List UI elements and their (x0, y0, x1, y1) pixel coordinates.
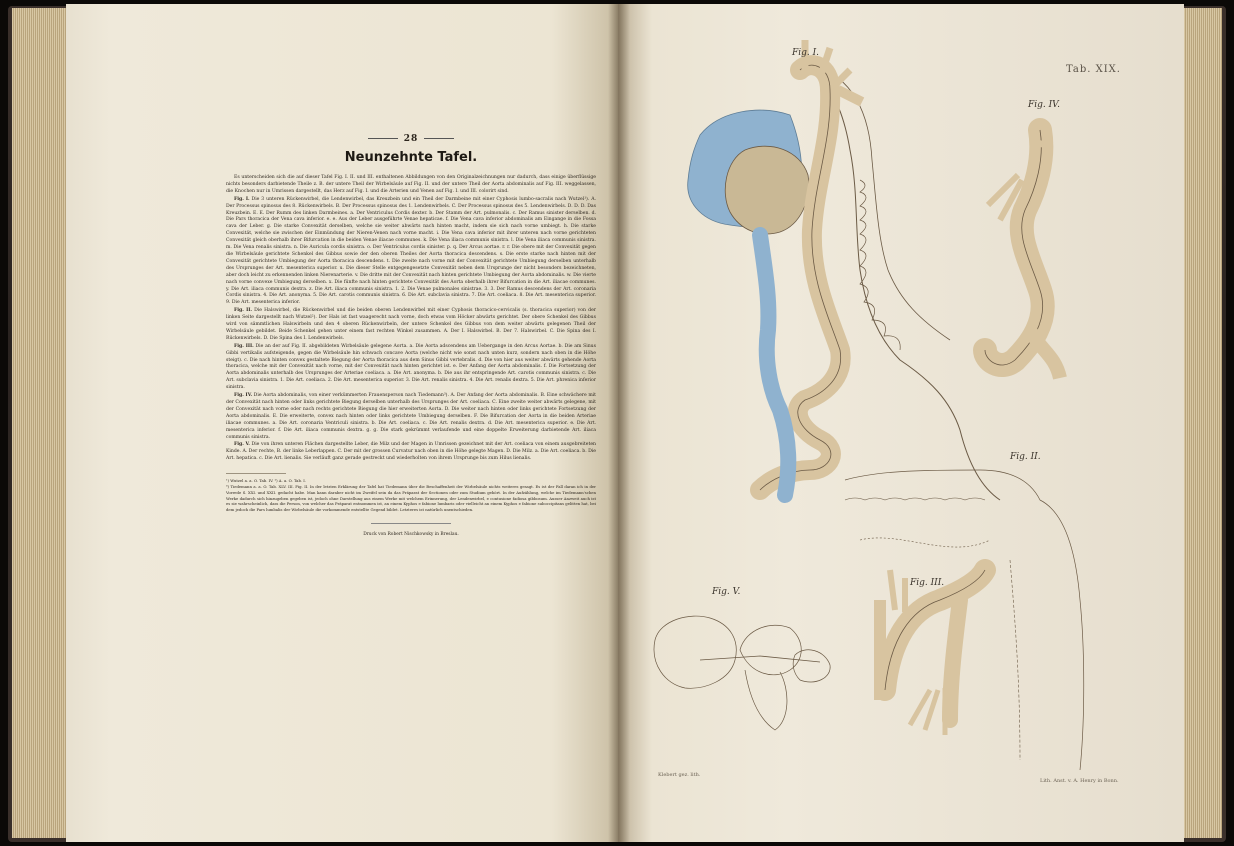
fig2-label: Fig. II. (1010, 452, 1041, 462)
paragraph-lead: Fig. II. (234, 308, 252, 314)
plate-label: Tab. XIX. (1066, 64, 1121, 75)
paragraph-lead: Fig. IV. (234, 393, 253, 399)
footnote-2: ³) Tiedemann a. a. O. Tab. XLV. III. Fig. II. In der letzten Erklärung der Tafel hat Tiedemann über die Beschaffenheit der Wirbelsäule nichts weiteres gesagt. Es ist der Fall daran ich in der Vorrede S. XXI. und XXII. gedacht habe. Man kann daraber nicht im Zweifel sein da das Präparat der Sectionen oder zum Studium gehört. In der Aufzählung, welche im Tiedemann'schen Werke dadurch sich hinzugeben gegeben ist, jedoch ohne Darstellung aus einem Werke mit welchem Erinnerung, der Lendenwirbel, e contusione fadiosa gibbosum. Ausser Anzweit auch ist es sie wahrscheinlich, dass die Person, von welcher das Präparat entnommen ist, an einem Kyphos e fabione lumbaris oder vielleicht an einem Kyphos e fabione suboccipitans gelitten hat, bei dem jedoch die Pars lumbalis der Wirbelsäule die vorkommende entstellte Gegend bildet. Letzteres ist natürlich unentschieden. (226, 483, 596, 513)
paragraph-lead: Fig. III. (234, 343, 254, 349)
paragraph-lead: Fig. V. (234, 442, 250, 448)
fig3-label: Fig. III. (910, 578, 945, 588)
fig1-label: Fig. I. (792, 48, 820, 58)
paragraph-text: Die Halswirbel, die Rückenwirbel und die beiden oberen Lendenwirbel mit einer Cyphosis thoracico-cervicalis (s. thoracica superior) von der linken Seite dargestellt nach Wutzel²). Der Hals ist fast waagerecht nach vorne, doch etwas vom Höcker abwärts gerichtet. Der obere Schenkel des Gibbus wird von sämmtlichen Halswirbeln und den 4 oberen Rückenwirbeln, der untere Schenkel des Gibbus von dem weiter abwärts gelegenen Theil der Wirbelsäule gebildet. Beide Schenkel gehen unter einem fast rechten Winkel zusammen. A. Der I. Halswirbel. B. Der 7. Halswirbel. C. Die Spina des I. Rückenwirbels. D. Die Spina des I. Lendenwirbels. (226, 308, 596, 341)
printer-line: Druck von Robert Nischkowsky in Breslau. (226, 523, 596, 537)
paragraph-text: Die Aorta abdominalis, von einer verkümmerten Frauensperson nach Tiedemann³). A. Der Anfang der Aorta abdominalis. B. Eine schwächere mit der Convexität nach hinten oder links gerichtete Biegung derselben unterhalb des Ursprunges der Art. coeliaca. C. Eine zweite weiter abwärts gelegene, mit der Convexität nach vorne oder nach rechts gerichtete Biegung die hier erweiterten Aorta. D. Die weiter nach hinten oder links gerichtete Fortsetzung der Aorta abdominalis. E. Die erweiterte, convex nach hinten oder links gerichtete Umbiegung derselben. F. Die Bifurcation der Aorta in die beiden Arteriae iliacae communes. a. Die Art. coronaria Ventriculi sinistra. b. Die Art. coeliaca. c. Die Art. renalis dextra. d. Die Art. mesenterica superior. e. Die Art. mesenterica inferior. f. Die Art. iliaca communis dextra. g. g. Die stark gekrümmt verlaufende und eine doppelte Erweiterung darbietende Art. iliaca communis sinistra. (226, 393, 596, 440)
paragraph-text: Die 3 unteren Rückenwirbel, die Lendenwirbel, das Kreuzbein und ein Theil der Darmbeine mit einer Cyphosis lumbo-sacralis nach Wutzel¹). A. Der Processus spinosus des 8. Rückenwirbels. B. Der Processus spinosus des 1. Lendenwirbels. C. Der Processus spinosus des 5. Lendenwirbels. D. D. D. Das Kreuzbein. E. E. Der Rumm des linken Darmbeines. a. Der Ventriculus Cordis dexter. b. Der Stamm der Art. pulmonalis. c. Der Ramus sinister derselben. d. Die Pars thoracica der Vena cava inferior. e. e. Aus der Leber ausgeführte Venae hepaticae. f. Die Vena cava inferior abdominalis am Eingange in die Fossa cava der Leber. g. Die starke Convexität derselben, welche sie weiter abwärts nach hinten macht, indem sie sich nach vorne umbiegt. h. Die starke Convexität, welche sie zwischen der Einmündung der Nieren-Venen nach vorne macht. i. Die Vena cava inferior mit ihrer unteren nach vorne gerichteten Convexität gleich oberhalb ihrer Bifurcation in die beiden Venae iliacae communes. k. Die Vena iliaca communis sinistra. l. Die Vena iliaca communis sinistra. m. Die Vena renalis sinistra. n. Die Auricula cordis sinistra. o. Der Ventriculus cordis sinister. p. q. Der Arcus aortae. r. r. Die obere mit der Convexität gegen die Wirbelsäule gerichtete Schenkel des Gibbus sowie der den oberen Theiles der Aorta thoracica descendens. s. Die erste starke nach hinten mit der Convexität gerichtete Umbiegung der Aorta thoracica descendens. t. Die zweite nach vorne mit der Convexität gerichtete Umbiegung derselben unterhalb des Ursprunges der Art. mesenterica superior. u. Die dieser Stelle entgegengesetzte Convexität neben dem Ursprunge der nicht besonders bezeichneten, aber doch leicht zu erkennenden linken Nierenarterie. v. Die dritte mit der Convexität nach hinten gerichtete Umbiegung der Aorta abdominalis. w. Die vierte nach vorne convexe Umbiegung derselben. x. Die fünfte nach hinten gerichtete Convexität des Aorta oberhalb ihrer Bifurcation in die Art. iliacae communes. y. Die Art. iliaca communis dextra. z. Die Art. iliaca communis sinistra. 1. 2. Die Venae pulmonales sinistrae. 3. 3. Der Ramus descendens der Art. coronaria Cordis sinistra. 4. Die Art. anonyma. 5. Die Art. carotis communis sinistra. 6. Die Art. subclavia sinistra. 7. Die Art. coeliaca. 8. Die Art. mesenterica superior. 9. Die Art. mesenterica inferior. (226, 196, 596, 306)
fig5-illustration (654, 616, 830, 730)
lithographer-credit: Lith. Anst. v. A. Henry in Bonn. (1040, 778, 1119, 784)
fig4-illustration (985, 130, 1060, 378)
fig4-label: Fig. IV. (1028, 100, 1060, 110)
footnote-1: ¹) Wutzel a. a. O. Tab. IV. ²) A. a. O. Tab. I. (226, 478, 306, 484)
paragraph-text: Es unterscheiden sich die auf dieser Tafel Fig. I. II. und III. enthaltenen Abbildungen von den Originalzeichnungen nur dadurch, dass einige überflüssige nichts besonders darbietende Theile z. B. der untere Theil der Wirbelsäule auf Fig. II. und der untere Theil der Aorta abdominalis auf Fig. III. weggelassen, die Knochen nur in Umrissen dargestellt, das Herz auf Fig. I. und die Arterien und Venen auf Fig. I. und III. colorirt sind. (226, 175, 596, 194)
paragraph-lead: Fig. I. (234, 196, 250, 202)
paragraph-text: Die an der auf Fig. II. abgebildeten Wirbelsäule gelegene Aorta. a. Die Aorta adscendens am Uebergange in den Arcus Aortae. b. Die am Sinus Gibbi vertikalis aufsteigende, gegen die Wirbelsäule hin schwach concave Aorta (welche nicht wie sonst nach unten kurz, sondern nach oben in die Höhe steigt). c. Die nach hinten convex gestaltete Biegung der Aorta thoracica aus dem Sinus Gibbi vertebralis. d. Die von hier aus weiter abwärts gehende Aorta thoracica, welche mit der Convexität nach vorne, mit der Convexität nach hinten gerichtet ist. e. Der Anfang der Aorta abdominalis. f. Die Fortsetzung der Aorta abdominalis unterhalb des Ursprunges der Arteriae coeliaca. a. Die Art. anonyma. b. Die aus ihr entspringende Art. carotis communis sinistra. c. Die Art. subclavia sinistra. 1. Die Art. coeliaca. 2. Die Art. mesenterica superior. 3. Die Art. renalis sinistra. 4. Die Art. renalis dextra. 5. Die Art. phrenica inferior sinistra. (226, 343, 596, 391)
fig1-illustration (688, 40, 1000, 500)
fig3-illustration (880, 570, 985, 735)
paragraph-text: Die von ihren unteren Flächen dargestellte Leber, die Milz und der Magen in Umrissen gezeichnet mit der Art. coeliaca von einem ausgebreiteten Kinde. A. Der rechte, B. der linke Leberlappen. C. Der mit der grossen Curvatur nach oben in die Höhe gelegte Magen. D. Die Milz. a. Die Art. coeliaca. b. Die Art. hepatica. c. Die Art. lienalis. Sie verläuft ganz gerade gestreckt und wiederholten von ihrem Ursprunge bis zum Hilus lienalis. (226, 442, 596, 462)
page-number: 28 (226, 134, 596, 144)
fig5-label: Fig. V. (712, 587, 741, 597)
artist-credit: Klebert gez. lith. (658, 772, 701, 778)
page-title: Neunzehnte Tafel. (344, 150, 478, 165)
